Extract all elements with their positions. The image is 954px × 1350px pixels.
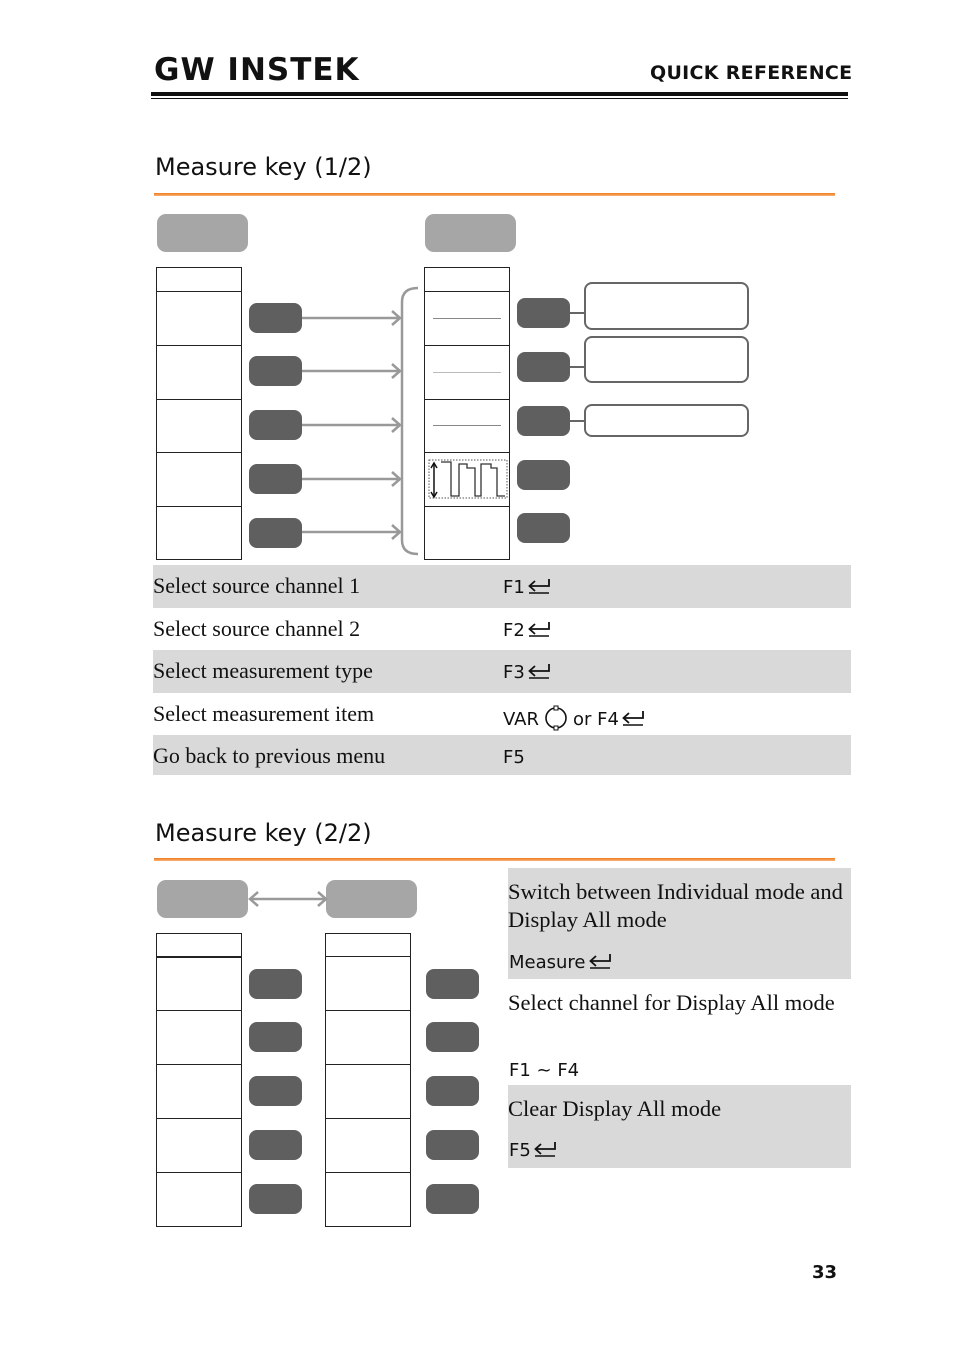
enter-icon <box>527 662 551 680</box>
enter-icon <box>533 1140 557 1158</box>
info-key: F1 ~ F4 <box>509 1060 580 1081</box>
f1-key <box>249 303 302 333</box>
row-key: F3 <box>503 662 551 683</box>
arrows-to-submenu <box>300 280 430 565</box>
submenu-cell <box>424 399 510 453</box>
section-label: QUICK REFERENCE <box>650 62 853 84</box>
menu-title-cell <box>156 267 242 292</box>
brand-logo: GW INSTEK <box>154 52 360 88</box>
menu-cell <box>325 1010 411 1065</box>
measure-menu-diagram-2 <box>0 860 500 1240</box>
submenu-cell <box>424 345 510 400</box>
menu-cell <box>325 1064 411 1119</box>
measure-key <box>157 214 248 252</box>
enter-icon <box>527 620 551 638</box>
menu-cell <box>156 956 242 1011</box>
row-key: F1 <box>503 577 551 598</box>
f4-key <box>426 1130 479 1160</box>
menu-cell <box>156 399 242 453</box>
f5-key <box>426 1184 479 1214</box>
menu-cell <box>325 1172 411 1227</box>
value-line <box>433 372 501 373</box>
table-row <box>153 650 851 693</box>
value-line <box>433 318 501 319</box>
submenu-cell <box>424 291 510 346</box>
menu-cell <box>325 956 411 1011</box>
f1-key <box>517 298 570 328</box>
menu-cell <box>156 1064 242 1119</box>
submenu-title-cell <box>424 267 510 292</box>
measure-key-submenu <box>425 214 516 252</box>
enter-icon <box>527 577 551 595</box>
info-key: F5 <box>509 1140 557 1161</box>
menu-cell <box>156 291 242 346</box>
submenu-cell <box>424 452 510 507</box>
connector <box>570 420 585 422</box>
menu-cell <box>156 1172 242 1227</box>
f3-key <box>426 1076 479 1106</box>
variable-knob-icon <box>543 705 569 731</box>
menu-cell <box>156 1118 242 1173</box>
table-row <box>153 735 851 775</box>
info-block-select-channel <box>508 979 851 1085</box>
f2-key <box>249 356 302 386</box>
menu-cell <box>156 1010 242 1065</box>
waveform-icon <box>427 458 509 502</box>
row-key: VAR or F4 <box>503 705 645 731</box>
info-text: Clear Display All mode <box>508 1096 722 1121</box>
f2-key <box>426 1022 479 1052</box>
row-label: Go back to previous menu <box>153 743 386 768</box>
f3-key <box>249 410 302 440</box>
menu-cell <box>156 345 242 400</box>
row-key: F5 <box>503 747 525 768</box>
info-text: Switch between Individual mode and Display All mode <box>508 879 843 932</box>
enter-icon <box>588 952 612 970</box>
f5-key <box>249 518 302 548</box>
row-label: Select source channel 2 <box>153 616 361 641</box>
option-box-type <box>584 404 749 437</box>
toggle-arrow <box>246 888 330 910</box>
f2-key <box>249 1022 302 1052</box>
info-text: Select channel for Display All mode <box>508 990 835 1015</box>
f5-key <box>249 1184 302 1214</box>
section-title-measure-2: Measure key (2/2) <box>155 819 372 847</box>
f4-key <box>249 464 302 494</box>
f4-key <box>249 1130 302 1160</box>
connector <box>570 366 585 368</box>
value-line <box>433 425 501 426</box>
row-label: Select measurement type <box>153 658 373 683</box>
connector <box>570 312 585 314</box>
row-label: Select source channel 1 <box>153 573 361 598</box>
menu-title-cell <box>156 933 242 958</box>
option-box-source2 <box>584 336 749 383</box>
page-number: 33 <box>812 1262 838 1283</box>
f3-key <box>249 1076 302 1106</box>
info-key: Measure <box>509 952 612 973</box>
f5-key <box>517 513 570 543</box>
option-box-source1 <box>584 282 749 330</box>
measure-key <box>157 880 248 918</box>
enter-icon <box>621 709 645 727</box>
menu-cell <box>156 506 242 560</box>
table-row <box>153 693 851 736</box>
row-key: F2 <box>503 620 551 641</box>
measure-menu-diagram-1 <box>0 0 954 570</box>
f2-key <box>517 352 570 382</box>
f1-key <box>249 969 302 999</box>
measure-key-alt <box>326 880 417 918</box>
table-row <box>153 565 851 608</box>
menu-cell <box>156 452 242 507</box>
info-block-clear <box>508 1085 851 1168</box>
menu-cell <box>325 1118 411 1173</box>
f3-key <box>517 406 570 436</box>
f4-key <box>517 460 570 490</box>
table-row <box>153 608 851 651</box>
submenu-cell <box>424 506 510 560</box>
f1-key <box>426 969 479 999</box>
info-block-toggle-mode <box>508 868 851 979</box>
row-label: Select measurement item <box>153 701 375 726</box>
section-title-measure-1: Measure key (1/2) <box>155 153 372 181</box>
menu-title-cell <box>325 933 411 958</box>
